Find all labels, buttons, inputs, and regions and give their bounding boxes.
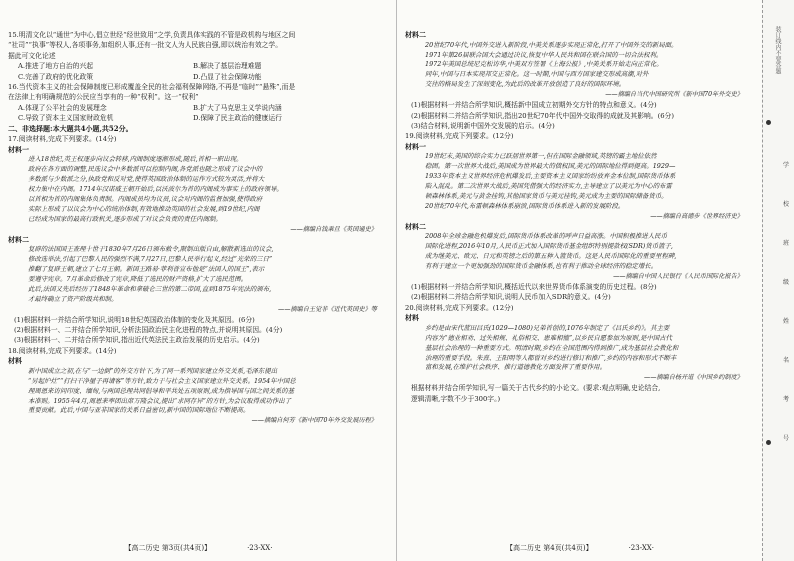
q17-material2-label: 材料二	[8, 234, 29, 244]
q19-material2-label: 材料二	[405, 221, 426, 231]
q19-sub-1: (1)根据材料一并结合所学知识,概括近代以来世界货币体系演变的历史过程。(8分)	[411, 283, 657, 291]
q18-material-label: 材料	[8, 356, 22, 366]
info-char: 号	[782, 435, 789, 442]
material-line: 治理的重要手段。朱熹、王阳明等人都曾对乡约进行修订和推广,乡约的内容和形式不断丰	[425, 353, 677, 362]
q15-line-1: 15.明清文化以“通世”为中心,倡立世经“经世致用”之学,负责具体实践的不管是政机构与地区之间	[8, 31, 296, 39]
material-line: 稳固。第一次世界大战后,美国成为世界最大的债权国,美元的国际地位得到提高。1929—	[425, 162, 676, 171]
q20-prompt-1: 根据材料并结合所学知识,写一篇关于古代乡约的小论文。(要求:观点明确,史论结合,	[411, 384, 661, 393]
q16-line-2: 在法律上有明确规范的公民应当享有的一种“权利”。这一“权利”	[8, 93, 199, 102]
material-line: 政府在各方面的调整,民选议会中多数派可以控制内阁,各党派也随之形成了议会中的	[28, 165, 263, 174]
left-footer	[0, 543, 397, 553]
binding-margin	[762, 0, 794, 561]
q17-sub-3: (3)根据材料一、二并结合所学知识,指出近代英法民主政治发展的历史启示。(4分)	[14, 336, 260, 345]
binding-hole-mark	[766, 120, 771, 125]
material-line: 要遵守宪章。7月革命后修改了宪章,降低了选民的财产资格,扩大了选民范围。	[28, 274, 248, 283]
material-line: 权力集中在内阁。1714年汉诺威王朝开始后,以沃波尔为首的内阁成为事实上的政府领导。	[28, 184, 283, 193]
q20-material	[405, 324, 757, 374]
q19-material1-label: 材料一	[405, 141, 426, 151]
right-page-number: 【高二历史 第4页(共4页)】	[505, 544, 593, 552]
material-line: 此后,法国又先后经历了1848年革命和拿破仑三世的第二帝国,直到1875年宪法的颁布,	[28, 284, 272, 293]
q17-sub-2: (2)根据材料一、二并结合所学知识,分析法国政治民主化进程的特点,并说明其原因。(4分)	[14, 326, 283, 335]
q19-material1-source: ——摘编自高德步《世界经济史》	[650, 212, 743, 220]
material-line: 推翻了复辟王朝,建立了七月王朝。新国王路易·菲利普宣布他是“法国人的国王”,表示	[28, 265, 265, 273]
material-line: 已经成为国家的最高行政机关,逐步形成了对议会负责的责任内阁制。	[28, 214, 222, 223]
material-line: 以首相为首的内阁集体负责制。内阁成员均为议员,议会对内阁的监督加强,使得政府	[28, 194, 263, 203]
info-char: 级	[782, 279, 789, 286]
material-line: 进入18世纪,英王权逐步向议会转移,内阁制度逐渐形成,随后,首相一职出现。	[28, 155, 243, 164]
q19-material2-source: ——摘编自中国人民银行《人民币国际化报告》	[613, 273, 743, 280]
material-line: 内容为“德业相劝、过失相规、礼俗相交、患难相恤”,以乡民自愿参加为原则,是中国古代	[425, 333, 673, 342]
q18-material2-label: 材料二	[405, 30, 426, 39]
material-line: 19世纪末,美国的综合实力已跃居世界第一,但在国际金融领域,英镑的霸主地位依然	[425, 152, 657, 161]
q15-line-3: 据此可文化论述	[8, 51, 56, 60]
binding-notice: 装订线内不要答题	[774, 26, 781, 74]
info-char: 班	[782, 240, 789, 247]
q18-material-source: ——摘编自何芳《新中国70年外交发展历程》	[251, 417, 377, 425]
material-line: 本准则。1955年4月,周恩来率团出席万隆会议,提出“求同存异”的方针,为会议取得成功作出了	[28, 396, 292, 405]
q16-line-1: 16.当代资本主义的社会保障制度已形成覆盖全民的社会福利保障网络,不再是“临时”“悬殊”,而是	[8, 83, 296, 92]
material-line: 20世纪70年代,布雷顿森林体系崩溃,国际货币体系进入新的发展阶段。	[425, 201, 625, 210]
student-info-column	[781, 160, 791, 442]
material-line: 新中国成立之初,在与“一边倒”的外交方针下,为了同一系列国家建立外交关系,毛泽东提出	[28, 366, 278, 375]
material-line: 成为继美元、欧元、日元和英镑之后的第五种入篮货币。这是人民币国际化的重要里程碑,	[425, 252, 677, 261]
material-line: 1971年第26届联合国大会通过决议,恢复中华人民共和国在联合国的一切合法权利。	[425, 50, 663, 59]
q15-line-2: “社司”“执事”等权人,各项事务,如组织人事,还有一批文人为人民族自强,即以统治有效之学。	[8, 41, 283, 50]
material-line: 乡约是由宋代蓝田吕氏(1029—1080)兄弟首创的,1076年制定了《吕氏乡约》。其主要	[425, 323, 670, 332]
material-line: 才最终确立了资产阶级共和制。	[28, 294, 118, 303]
q16-option-c: C.导致了资本主义国家财政危机	[18, 114, 114, 123]
q16-option-a: A.体现了公平社会的发展理念	[18, 103, 107, 112]
q19-material1	[405, 152, 757, 211]
q19-material2	[405, 232, 757, 272]
q15-options	[8, 61, 391, 82]
material-line: 实际上形成了以议会为中心的统治体制,有效地推动英国的社会发展,到19世纪,内阁	[28, 204, 260, 213]
left-exam-code: ·23-XX·	[247, 544, 273, 552]
material-line: 国际化进程,2016年10月,人民币正式加入国际货币基金组织特别提款权(SDR)货币篮子,	[425, 242, 673, 251]
q18-sub-1: (1)根据材料一并结合所学知识,概括新中国成立初期外交方针的特点和意义。(4分)	[411, 101, 657, 110]
left-page-number: 【高二历史 第3页(共4页)】	[124, 544, 212, 552]
q17-material1	[8, 155, 391, 224]
q15-option-b: B.解决了基层治理难题	[193, 62, 262, 71]
info-char: 名	[782, 357, 789, 364]
material-line: 同年,中国与日本实现邦交正常化。这一时期,中国与西方国家建交形成高潮,对外	[425, 70, 649, 79]
part2-heading: 二、非选择题:本大题共4小题,共52分。	[8, 123, 133, 133]
q18-sub-2: (2)根据材料二并结合所学知识,指出20世纪70年代中国外交取得的成就及其影响。(6分)	[411, 111, 675, 120]
material-line: 2008年全球金融危机爆发后,国际货币体系改革的呼声日益高涨。中国积极推进人民币	[425, 232, 667, 241]
q17-material1-source: ——摘编自钱乘旦《英国通史》	[290, 225, 377, 233]
material-line: 富和发展,在维护社会秩序、推行道德教化方面发挥了重要作用。	[425, 363, 606, 372]
material-line: 重要贡献。此后,中国与亚非国家的关系日益密切,新中国的国际地位不断提高。	[28, 406, 250, 415]
q15-option-c: C.完善了政府的优化政策	[18, 72, 94, 81]
right-page	[397, 0, 763, 561]
right-footer	[397, 543, 763, 553]
info-char: 考	[782, 396, 789, 403]
q20-material-source: ——摘编自杨开道《中国乡约制度》	[644, 374, 743, 382]
q16-option-d: D.保障了民主政治的健康运行	[193, 114, 282, 123]
q17-material2	[8, 245, 391, 304]
info-char: 校	[782, 201, 789, 208]
q18-sub-3: (3)结合材料,说明新中国外交发展的启示。(4分)	[411, 121, 555, 130]
material-line: 交往的格局发生了深刻变化,为此后的改革开放创造了良好的国际环境。	[425, 80, 626, 89]
info-char: 姓	[782, 318, 789, 325]
q20-title: 20.阅读材料,完成下列要求。(12分)	[405, 303, 514, 312]
material-line: 1972年美国总统尼克松访华,中美双方签署《上海公报》,中美关系开始走向正常化。	[425, 60, 663, 69]
material-line: 多数派与少数派之分,执政党和反对党,使得英国政治体制的运作方式较为灵活,并将大	[28, 175, 265, 184]
material-line: 陷入混乱。第二次世界大战后,美国凭借强大的经济实力,主导建立了以美元为中心的布雷	[425, 182, 672, 191]
q18-title: 18.阅读材料,完成下列要求。(14分)	[8, 346, 117, 355]
q17-sub-1: (1)根据材料一并结合所学知识,说明18世纪英国政治体制的变化及其原因。(6分)	[14, 315, 255, 324]
q17-material2-source: ——摘编自王觉非《近代英国史》等	[278, 305, 377, 313]
q16-option-b: B.扩大了马克思主义学说内涵	[193, 103, 282, 112]
q17-material1-label: 材料一	[8, 144, 29, 154]
material-line: 1933年资本主义世界经济危机爆发后,主要资本主义国家纷纷放弃金本位制,国际货币体系	[425, 172, 676, 181]
q20-prompt-2: 逻辑清晰,字数不少于300字。)	[411, 394, 501, 403]
q15-option-a: A.推进了地方自治的兴起	[18, 62, 94, 71]
material-line: 复辟的法国国王查理十世于1830年7月26日颁布敕令,限制出版自由,解散新选出的议会,	[28, 245, 274, 254]
right-exam-code: ·23-XX·	[628, 544, 655, 552]
q16-options	[8, 103, 391, 124]
info-char: 学	[782, 162, 789, 169]
q17-title: 17.阅读材料,完成下列要求。(14分)	[8, 135, 117, 144]
material-line: “另起炉灶”“打扫干净屋子再请客”等方针,致力于与社会主义国家建立外交关系。1954年中国总	[28, 376, 296, 385]
material-line: 顿森林体系,美元与黄金挂钩,其他国家货币与美元挂钩,美元成为主要的国际储备货币。	[425, 191, 668, 200]
material-line: 20世纪70年代,中国外交进入新阶段,中美关系逐步实现正常化,打开了中国外交的新局面。	[425, 40, 678, 49]
q19-title: 19.阅读材料,完成下列要求。(12分)	[405, 132, 514, 141]
binding-hole-mark	[766, 440, 771, 445]
material-line: 基层社会治理的一种重要方式。明清时期,乡约在全国范围内得到推广,成为基层社会教化和	[425, 343, 679, 352]
q18-material2	[405, 41, 757, 91]
material-line: 有利于建立一个更加强劲的国际货币金融体系,也有利于推动全球经济的稳定增长。	[425, 262, 658, 271]
material-line: 修改选举法,引起了巴黎人民的强烈不满,7月27日,巴黎人民举行起义,经过“光荣的三日”	[28, 255, 273, 264]
q15-option-d: D.凸显了社会保障功能	[193, 72, 262, 81]
q20-material-label: 材料	[405, 313, 419, 323]
q19-sub-2: (2)根据材料二并结合所学知识,说明人民币加入SDR的意义。(4分)	[411, 293, 611, 302]
material-line: 理周恩来访问印度、缅甸,与两国总理共同倡导和平共处五项原则,成为指导国与国之间关系的基	[28, 386, 295, 395]
q18-material2-source: ——摘编自当代中国研究所《新中国70年外交史》	[605, 91, 743, 99]
q18-material	[8, 367, 391, 417]
